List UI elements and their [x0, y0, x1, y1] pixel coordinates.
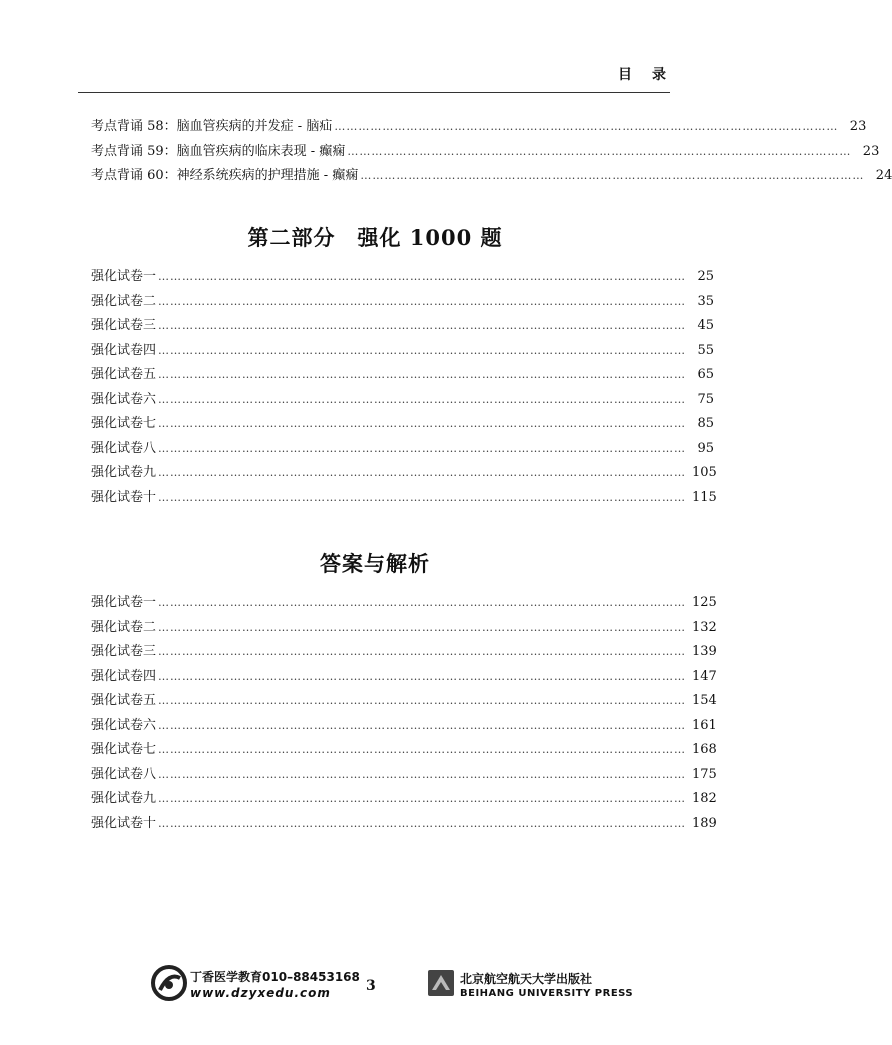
- section-title-part2: 第二部分 强化 1000 题: [247, 225, 503, 250]
- header-rule: [78, 92, 670, 93]
- toc-row[interactable]: 强化试卷二 …………………………………………………………………………………………………………………… 35: [91, 293, 715, 309]
- press-name-en: BEIHANG UNIVERSITY PRESS: [460, 988, 634, 999]
- toc-row[interactable]: 强化试卷五 …………………………………………………………………………………………………………………… 65: [91, 367, 715, 382]
- dxy-logo-icon: [150, 964, 188, 1002]
- toc-row[interactable]: 强化试卷三 …………………………………………………………………………………………………………………… 139: [91, 644, 717, 659]
- toc-row[interactable]: 强化试卷七 …………………………………………………………………………………………………………………… 168: [91, 742, 717, 757]
- toc-row[interactable]: 强化试卷一 …………………………………………………………………………………………………………………… 25: [91, 269, 715, 284]
- toc-section3: [91, 591, 717, 836]
- toc-row[interactable]: 强化试卷八 …………………………………………………………………………………………………………………… 95: [91, 440, 715, 456]
- press-logo-icon: [428, 970, 454, 996]
- toc-row[interactable]: 强化试卷十 …………………………………………………………………………………………………………………… 115: [91, 489, 717, 505]
- header-left: 目: [618, 67, 634, 83]
- section-title-answers: 答案与解析: [320, 551, 430, 576]
- dxy-education-logo: [150, 960, 360, 1008]
- toc-row[interactable]: 强化试卷九 …………………………………………………………………………………………………………………… 182: [91, 791, 717, 806]
- toc-row[interactable]: 强化试卷三 …………………………………………………………………………………………………………………… 45: [91, 318, 715, 333]
- logo-brand-text: 丁香医学教育: [190, 970, 263, 984]
- toc-row[interactable]: 考点背诵 59：脑血管疾病的临床表现 - 癫痫 ……………………………………………………………………………………………………………… 23: [91, 143, 880, 159]
- toc-row[interactable]: 强化试卷六 …………………………………………………………………………………………………………………… 75: [91, 391, 715, 407]
- running-header: [618, 64, 668, 84]
- page-number: 3: [366, 978, 376, 994]
- phone-number: 010–88453168: [262, 970, 360, 984]
- toc-part1: [91, 115, 892, 189]
- toc-row[interactable]: 强化试卷七 …………………………………………………………………………………………………………………… 85: [91, 416, 715, 431]
- toc-row[interactable]: 强化试卷四 …………………………………………………………………………………………………………………… 55: [91, 342, 715, 358]
- toc-row[interactable]: 考点背诵 58：脑血管疾病的并发症 - 脑疝 ……………………………………………………………………………………………………………… 23: [91, 119, 867, 134]
- toc-section2: [91, 265, 717, 510]
- toc-row[interactable]: 强化试卷五 …………………………………………………………………………………………………………………… 154: [91, 693, 717, 708]
- toc-row[interactable]: 考点背诵 60：神经系统疾病的护理措施 - 癫痫 ……………………………………………………………………………………………………………… 24: [91, 168, 892, 183]
- press-name-cn: 北京航空航天大学出版社: [460, 972, 593, 986]
- toc-row[interactable]: 强化试卷一 …………………………………………………………………………………………………………………… 125: [91, 595, 717, 610]
- toc-row[interactable]: 强化试卷六 …………………………………………………………………………………………………………………… 161: [91, 717, 717, 733]
- toc-row[interactable]: 强化试卷二 …………………………………………………………………………………………………………………… 132: [91, 619, 717, 635]
- toc-row[interactable]: 强化试卷十 …………………………………………………………………………………………………………………… 189: [91, 815, 717, 831]
- page-footer: [0, 960, 750, 1010]
- toc-row[interactable]: 强化试卷四 …………………………………………………………………………………………………………………… 147: [91, 668, 717, 684]
- website-url[interactable]: www.dzyxedu.com: [190, 986, 331, 1000]
- header-right: 录: [652, 67, 668, 83]
- toc-row[interactable]: 强化试卷八 …………………………………………………………………………………………………………………… 175: [91, 766, 717, 782]
- toc-row[interactable]: 强化试卷九 …………………………………………………………………………………………………………………… 105: [91, 465, 717, 480]
- beihang-press-logo: [428, 962, 634, 1008]
